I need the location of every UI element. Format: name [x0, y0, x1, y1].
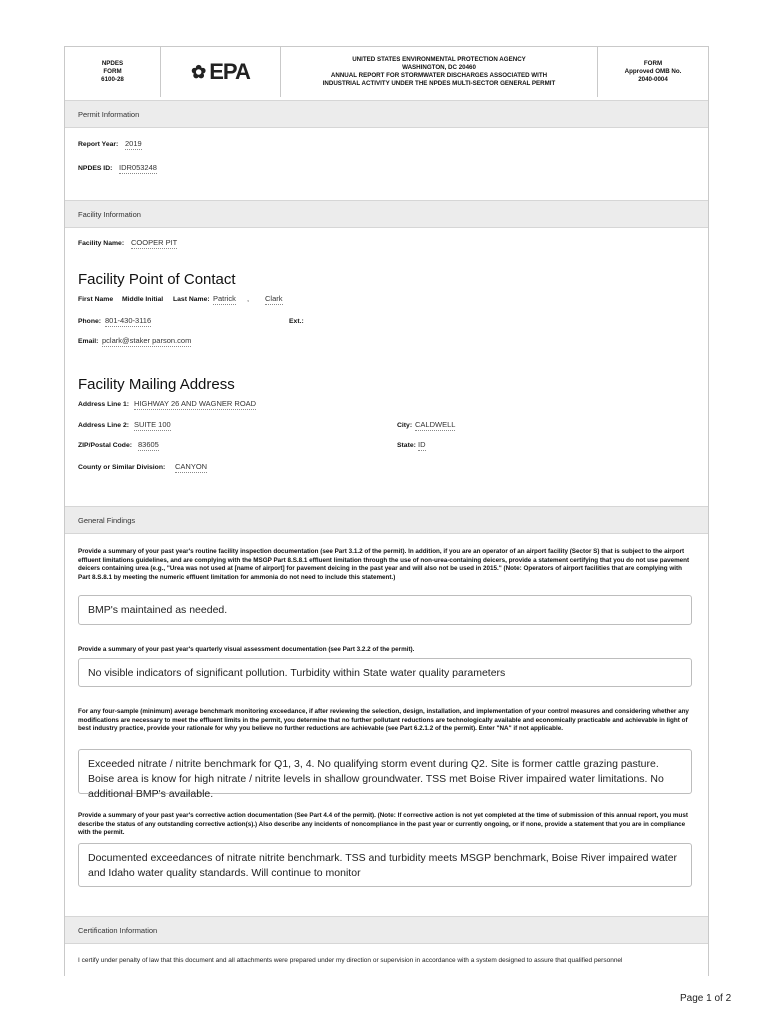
agency-title-line: WASHINGTON, DC 20460 — [402, 64, 476, 71]
permit-section-header: Permit Information — [65, 100, 708, 128]
inspection-answer-box[interactable]: BMP's maintained as needed. — [78, 595, 692, 625]
agency-title-line: UNITED STATES ENVIRONMENTAL PROTECTION AGENCY — [352, 56, 526, 63]
contact-heading: Facility Point of Contact — [78, 271, 236, 288]
address-line2-label: Address Line 2: — [78, 422, 129, 429]
certification-section-header: Certification Information — [65, 916, 708, 944]
phone-label: Phone: — [78, 318, 102, 325]
facility-name-label: Facility Name: — [78, 240, 125, 247]
report-year-field[interactable]: 2019 — [125, 139, 142, 148]
last-name-label: Last Name: — [173, 296, 210, 303]
visual-assessment-answer-box[interactable]: No visible indicators of significant pollution. Turbidity within State water quality parameters — [78, 658, 692, 687]
county-field[interactable]: CANYON — [175, 462, 208, 471]
first-name-field[interactable]: Patrick — [213, 294, 236, 303]
first-name-label: First Name — [78, 296, 114, 303]
facility-name-field[interactable]: COOPER PIT — [131, 238, 178, 247]
npdes-id-label: NPDES ID: — [78, 165, 113, 172]
county-label: County or Similar Division: — [78, 464, 166, 471]
last-name-field[interactable]: Clark — [265, 294, 283, 303]
address-line1-field[interactable]: HIGHWAY 26 AND WAGNER ROAD — [134, 399, 257, 408]
form-header — [65, 47, 708, 97]
omb-line: 2040-0004 — [638, 76, 668, 83]
epa-flower-icon: ✿ — [191, 62, 207, 82]
omb-line: Approved OMB No. — [624, 68, 682, 75]
epa-logo-text: EPA — [209, 59, 250, 84]
visual-assessment-question: Provide a summary of your past year's quarterly visual assessment documentation (see Part 3.2.2 of the permit). — [78, 646, 415, 653]
form-sheet — [64, 46, 709, 976]
zip-label: ZIP/Postal Code: — [78, 442, 133, 449]
page-number: Page 1 of 2 — [680, 993, 732, 1004]
address-line2-field[interactable]: SUITE 100 — [134, 420, 171, 429]
middle-initial-label: Middle Initial — [122, 296, 164, 303]
form-number-line: 6100-28 — [101, 76, 124, 83]
omb-line: FORM — [643, 60, 663, 67]
form-number-line: FORM — [103, 68, 122, 75]
email-field[interactable]: pclark@staker parson.com — [102, 336, 192, 345]
city-field[interactable]: CALDWELL — [415, 420, 456, 429]
benchmark-question: For any four-sample (minimum) average benchmark monitoring exceedance, if after reviewing the selection, design, installation, and implementation of your control measures and considering whether any modifications are necessary to meet the effluent limits in the permit, you determine that no further pollutant reductions are technologically available and economically practicable and achievable in light of best industry practice, provide your rationale for why you believe no further reductions are achievable (see Part 6.2.1.2 of the permit). Enter "NA" if not applicable. — [78, 708, 689, 733]
inspection-question: Provide a summary of your past year's routine facility inspection documentation (see Part 3.1.2 of the permit). In addition, if you are an operator of an airport facility (Sector S) that is subject to the airport effluent limitations guidelines, and are complying with the MSGP Part 8.S.8.1 effluent limitation through the use of non-urea-containing deicers, provide a statement certifying that you do not use pavement deicers containing urea (e.g., "Urea was not used at [name of airport] for pavement deicing in the past year and will also not be used in 2015." (Note: Operators of airport facilities that are complying with Part 8.S.8.1 by meeting the numeric effluent limitation for ammonia do not need to include this statement.) — [78, 548, 690, 581]
omb-cell — [598, 47, 708, 97]
mailing-heading: Facility Mailing Address — [78, 376, 235, 393]
agency-title-cell — [281, 47, 598, 97]
city-label: City: — [397, 422, 413, 429]
corrective-action-answer-box[interactable]: Documented exceedances of nitrate nitrite benchmark. TSS and turbidity meets MSGP benchmark, Boise River impaired water and Idaho water quality standards. Will continue to monitor — [78, 843, 692, 887]
findings-section-header: General Findings — [65, 506, 708, 534]
report-year-label: Report Year: — [78, 141, 119, 148]
epa-logo-cell — [161, 47, 281, 97]
agency-title-line: INDUSTRIAL ACTIVITY UNDER THE NPDES MULTI-SECTOR GENERAL PERMIT — [322, 80, 556, 87]
corrective-action-question: Provide a summary of your past year's corrective action documentation (See Part 4.4 of the permit). (Note: If corrective action is not yet completed at the time of submission of this annual report, you must describe the status of any outstanding corrective action(s).) Also describe any incidents of noncompliance in the past year or currently ongoing, or if none, provide a statement that you are in compliance with the permit. — [78, 812, 688, 837]
form-number-line: NPDES — [101, 60, 124, 67]
state-field[interactable]: ID — [418, 440, 426, 449]
facility-section-header: Facility Information — [65, 200, 708, 228]
ext-label: Ext.: — [289, 318, 304, 325]
phone-field[interactable]: 801-430-3116 — [105, 316, 152, 325]
zip-field[interactable]: 83605 — [138, 440, 159, 449]
certification-text: I certify under penalty of law that this document and all attachments were prepared under my direction or supervision in accordance with a system designed to assure that qualified personnel — [78, 957, 623, 964]
agency-title-line: ANNUAL REPORT FOR STORMWATER DISCHARGES ASSOCIATED WITH — [330, 72, 548, 79]
middle-initial-field[interactable]: , — [247, 294, 250, 303]
form-number-cell — [65, 47, 161, 97]
email-label: Email: — [78, 338, 99, 345]
benchmark-answer-box[interactable]: Exceeded nitrate / nitrite benchmark for Q1, 3, 4. No qualifying storm event during Q2. Site is former cattle grazing pasture. Boise area is know for high nitrate / nitrite levels in shallow groundwater. TSS met Boise River impaired water limitations. No additional BMP's available. — [78, 749, 692, 794]
npdes-id-field[interactable]: IDR053248 — [119, 163, 157, 172]
epa-logo — [191, 61, 250, 83]
address-line1-label: Address Line 1: — [78, 401, 129, 408]
state-label: State: — [397, 442, 416, 449]
